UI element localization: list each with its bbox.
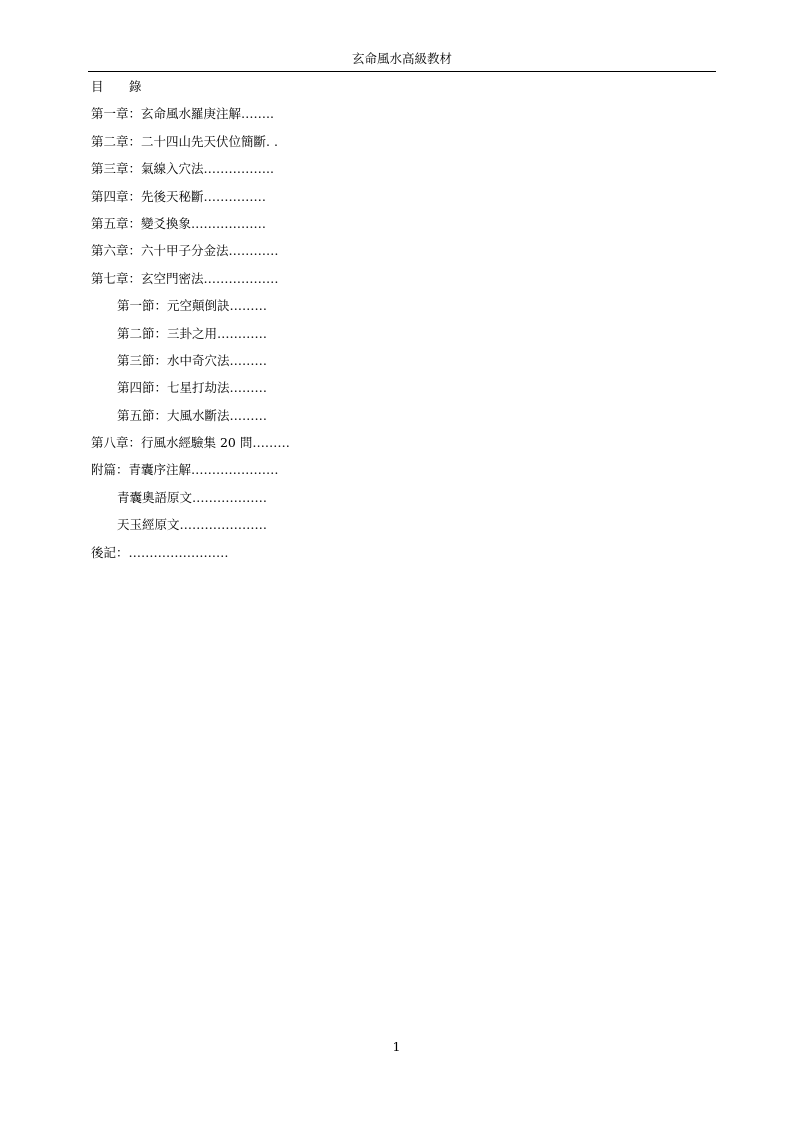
toc-entry-chapter-2[interactable]: 第二章：二十四山先天伏位簡斷. . [91,133,278,149]
header-divider [88,71,716,72]
toc-entry-section-2[interactable]: 第二節：三卦之用………… [117,325,268,341]
toc-entry-appendix-text-1[interactable]: 青囊奧語原文……………… [117,489,268,505]
toc-entry-section-3[interactable]: 第三節：水中奇穴法……… [117,352,268,368]
toc-heading-right: 錄 [129,79,142,94]
toc-entry-section-4[interactable]: 第四節：七星打劫法……… [117,380,268,396]
toc-entry-appendix[interactable]: 附篇：青囊序注解………………… [91,462,279,478]
toc-entry-section-5[interactable]: 第五節：大風水斷法……… [117,407,268,423]
toc-entry-chapter-6[interactable]: 第六章：六十甲子分金法………… [91,243,279,259]
toc-entry-chapter-5[interactable]: 第五章：變爻換象……………… [91,215,267,231]
toc-heading-left: 目 [91,79,104,94]
table-of-contents [91,76,691,569]
toc-heading [91,76,691,103]
toc-entry-appendix-text-2[interactable]: 天玉經原文………………… [117,517,268,533]
toc-entry-chapter-4[interactable]: 第四章：先後天秘斷…………… [91,188,267,204]
toc-entry-section-1[interactable]: 第一節：元空顛倒訣……… [117,298,268,314]
page-header-title: 玄命風水高級教材 [351,51,452,66]
toc-entry-chapter-3[interactable]: 第三章：氣線入穴法…………….. [91,161,274,177]
page-number: 1 [392,1039,401,1054]
toc-entry-chapter-8[interactable]: 第八章：行風水經驗集 20 問……… [91,435,290,451]
toc-entry-chapter-1[interactable]: 第一章：玄命風水羅庚注解…….. [91,106,274,122]
toc-entry-chapter-7[interactable]: 第七章：玄空門密法……………… [91,270,279,286]
toc-entry-afterword[interactable]: 後記：…………………… [91,544,229,560]
